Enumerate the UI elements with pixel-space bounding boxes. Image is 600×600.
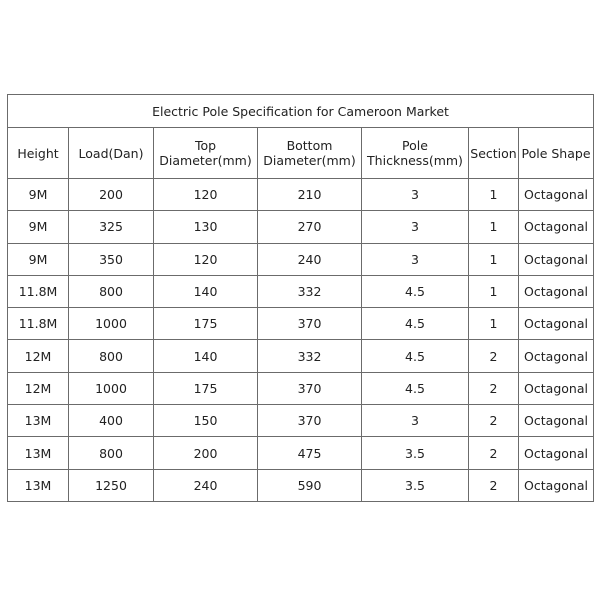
cell-top-diameter: 130 <box>154 211 258 243</box>
cell-pole-thickness: 3.5 <box>362 469 469 501</box>
cell-load: 1000 <box>69 372 154 404</box>
cell-load: 1250 <box>69 469 154 501</box>
table-row <box>8 437 594 469</box>
cell-load: 400 <box>69 405 154 437</box>
cell-load: 800 <box>69 340 154 372</box>
cell-pole-thickness: 4.5 <box>362 372 469 404</box>
cell-pole-shape: Octagonal <box>519 308 594 340</box>
cell-top-diameter: 120 <box>154 243 258 275</box>
table-row <box>8 340 594 372</box>
table-body <box>8 179 594 502</box>
cell-pole-shape: Octagonal <box>519 437 594 469</box>
table-row <box>8 275 594 307</box>
cell-pole-thickness: 3.5 <box>362 437 469 469</box>
cell-height: 9M <box>8 179 69 211</box>
cell-bottom-diameter: 475 <box>258 437 362 469</box>
cell-bottom-diameter: 332 <box>258 340 362 372</box>
cell-section: 2 <box>469 405 519 437</box>
cell-section: 1 <box>469 243 519 275</box>
column-header-height: Height <box>8 128 69 179</box>
cell-top-diameter: 175 <box>154 372 258 404</box>
table-row <box>8 243 594 275</box>
cell-pole-shape: Octagonal <box>519 469 594 501</box>
cell-section: 1 <box>469 179 519 211</box>
spec-table <box>7 94 594 502</box>
cell-top-diameter: 120 <box>154 179 258 211</box>
header-row <box>8 128 594 179</box>
column-header-section: Section <box>469 128 519 179</box>
cell-height: 13M <box>8 469 69 501</box>
column-header-top-diameter: Top Diameter(mm) <box>154 128 258 179</box>
cell-bottom-diameter: 370 <box>258 372 362 404</box>
cell-load: 800 <box>69 437 154 469</box>
table-row <box>8 308 594 340</box>
column-header-bottom-diameter: Bottom Diameter(mm) <box>258 128 362 179</box>
cell-section: 1 <box>469 211 519 243</box>
cell-top-diameter: 240 <box>154 469 258 501</box>
cell-height: 13M <box>8 405 69 437</box>
cell-pole-thickness: 3 <box>362 405 469 437</box>
cell-bottom-diameter: 332 <box>258 275 362 307</box>
title-row <box>8 95 594 128</box>
column-header-load: Load(Dan) <box>69 128 154 179</box>
cell-pole-shape: Octagonal <box>519 211 594 243</box>
cell-bottom-diameter: 370 <box>258 405 362 437</box>
cell-height: 9M <box>8 211 69 243</box>
cell-section: 2 <box>469 372 519 404</box>
cell-section: 1 <box>469 308 519 340</box>
cell-pole-shape: Octagonal <box>519 243 594 275</box>
cell-top-diameter: 140 <box>154 340 258 372</box>
cell-pole-shape: Octagonal <box>519 340 594 372</box>
cell-load: 350 <box>69 243 154 275</box>
cell-pole-thickness: 4.5 <box>362 275 469 307</box>
table-row <box>8 405 594 437</box>
cell-height: 13M <box>8 437 69 469</box>
cell-top-diameter: 140 <box>154 275 258 307</box>
cell-height: 9M <box>8 243 69 275</box>
table-title: Electric Pole Specification for Cameroon Market <box>8 95 594 128</box>
cell-top-diameter: 150 <box>154 405 258 437</box>
cell-load: 200 <box>69 179 154 211</box>
cell-height: 12M <box>8 340 69 372</box>
cell-load: 1000 <box>69 308 154 340</box>
cell-section: 2 <box>469 469 519 501</box>
cell-pole-thickness: 3 <box>362 179 469 211</box>
cell-bottom-diameter: 270 <box>258 211 362 243</box>
table-row <box>8 211 594 243</box>
cell-pole-thickness: 4.5 <box>362 308 469 340</box>
table-row <box>8 469 594 501</box>
cell-pole-thickness: 3 <box>362 211 469 243</box>
cell-height: 11.8M <box>8 308 69 340</box>
table-row <box>8 372 594 404</box>
cell-load: 325 <box>69 211 154 243</box>
cell-section: 1 <box>469 275 519 307</box>
cell-height: 12M <box>8 372 69 404</box>
cell-height: 11.8M <box>8 275 69 307</box>
cell-pole-thickness: 4.5 <box>362 340 469 372</box>
cell-top-diameter: 200 <box>154 437 258 469</box>
cell-pole-shape: Octagonal <box>519 372 594 404</box>
cell-pole-shape: Octagonal <box>519 275 594 307</box>
cell-bottom-diameter: 370 <box>258 308 362 340</box>
cell-section: 2 <box>469 340 519 372</box>
cell-load: 800 <box>69 275 154 307</box>
cell-pole-thickness: 3 <box>362 243 469 275</box>
cell-bottom-diameter: 240 <box>258 243 362 275</box>
cell-pole-shape: Octagonal <box>519 179 594 211</box>
cell-section: 2 <box>469 437 519 469</box>
cell-top-diameter: 175 <box>154 308 258 340</box>
cell-bottom-diameter: 590 <box>258 469 362 501</box>
column-header-pole-thickness: Pole Thickness(mm) <box>362 128 469 179</box>
column-header-pole-shape: Pole Shape <box>519 128 594 179</box>
table-row <box>8 179 594 211</box>
cell-pole-shape: Octagonal <box>519 405 594 437</box>
cell-bottom-diameter: 210 <box>258 179 362 211</box>
